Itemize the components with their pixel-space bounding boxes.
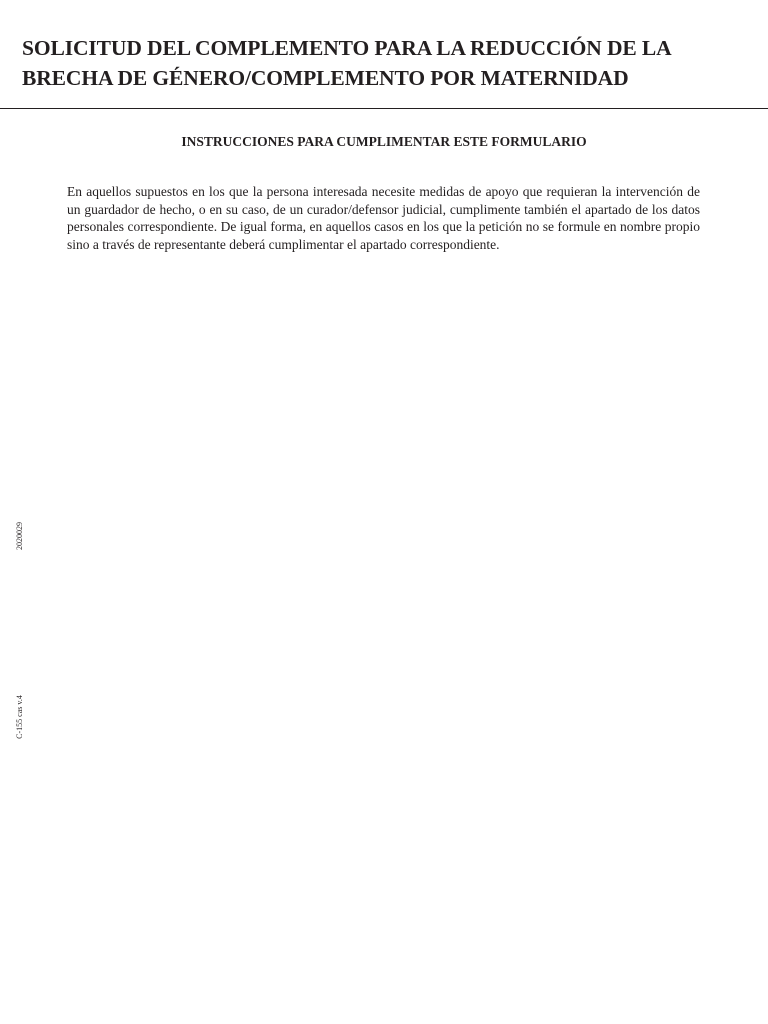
margin-date-code: 2020029 [15,522,24,550]
page-title [22,33,742,93]
instructions-heading: INSTRUCCIONES PARA CUMPLIMENTAR ESTE FORMULARIO [181,134,587,149]
instructions-paragraph: En aquellos supuestos en los que la persona interesada necesite medidas de apoyo que requieran la intervención de un guardador de hecho, o en su caso, de un curador/defensor judicial, cumplimente también el apartado de los datos personales correspondiente. De igual forma, en aquellos casos en los que la petición no se formule en nombre propio sino a través de representante deberá cumplimentar el apartado correspondiente. [67,184,700,252]
page-title-line-2: BRECHA DE GÉNERO/COMPLEMENTO POR MATERNIDAD [22,66,629,90]
header-divider [0,108,768,109]
margin-form-code: C-155 cas v.4 [15,695,24,739]
page-title-line-1: SOLICITUD DEL COMPLEMENTO PARA LA REDUCCIÓN DE LA [22,36,672,60]
